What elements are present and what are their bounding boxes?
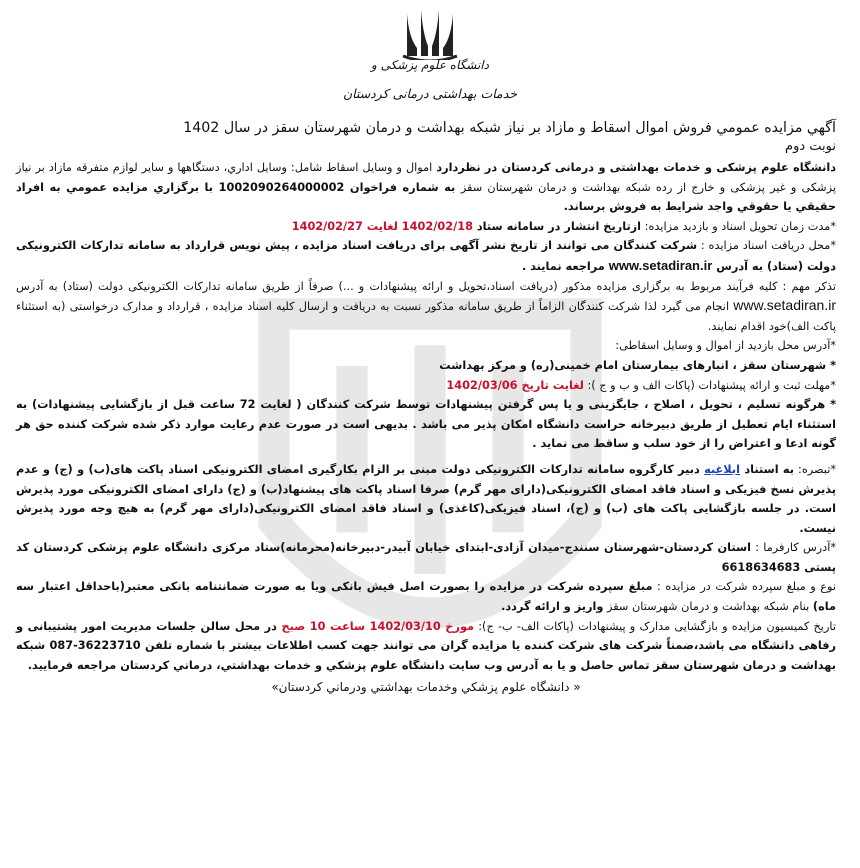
receive-bold: شرکت کنندگان می توانند از تاریخ نشر آگهی برای دریافت اسناد مزایده ، پیش نویس قرارداد به سامانه تدارکات الکترونیکی دولت (ستاد) به آدرس [16,239,836,273]
university-name: دانشگاه علوم پزشکی و [371,58,489,72]
employer-lead: *آدرس کارفرما : [751,541,837,555]
services-name: خدمات بهداشتی درمانی کردستان [342,86,518,101]
tabsare-lead: *تبصره: [794,462,836,476]
docs-deadline [16,217,836,237]
visit-address-lead: *آدرس محل بازدید از اموال و وسایل اسقاطی: [615,339,836,353]
submission-lead: *مهلت ثبت و ارائه پیشنهادات (پاکات الف و ب و ج ): [583,378,836,392]
announcement-title: آگهي مزايده عمومي فروش اموال اسقاط و مازاد بر نياز شبكه بهداشت و درمان شهرستان سقز در سال 1402 [183,120,836,136]
opening-bold: در محل سالن جلسات مدیریت امور پشتیبانی و رفاهی دانشگاه می باشد،ضمناً شرکت های شرکت کننده یا مزایده گران می توانند جهت کسب اطلاعات بیشتر با شماره تلفن 36223710-087 شبکه بهداشت و درمان شهرستان سقز تماس حاصل و یا به آدرس وب سایت دانشگاه علوم پزشکي و خدمات بهداشتي، درماني كردستان مراجعه فرمایید. [16,619,836,672]
opening-date: مورخ 1402/03/10 ساعت 10 صبح [281,619,475,633]
visit-address: * شهرستان سقز ، انبارهای بیمارستان امام خمینی(ره) و مرکز بهداشت [439,358,836,372]
tabsare-a: به استناد [739,462,795,476]
intro-call-number: به شماره فراخوان 1002090264000002 با برگزاري مزايده عمومي به افراد حقيقي يا حقوقي واجد شرايط به فروش برساند. [16,180,836,214]
footer-signature: « دانشگاه علوم پزشكي وخدمات بهداشتي ودرماني كردستان» [271,680,581,695]
ablaghieh-link[interactable]: ابلاغیه [704,462,740,476]
announcement-round: نوبت دوم [785,139,836,154]
deposit-paragraph [16,577,836,616]
deposit-lead: نوع و مبلغ سپرده شرکت در مزایده : [652,580,836,594]
important-note [16,277,836,337]
setadiran-link[interactable]: www.setadiran.ir [608,257,713,273]
note-part1: تذکر مهم : کلیه فرآیند مربوط به برگزاری مزایده مذکور (دریافت اسناد،تحویل و ارائه پیشنهادات و ...) صرفاً از طریق سامانه تدارکات الکترونیکی دولت (ستاد) به آدرس [16,279,836,293]
letterhead [0,0,860,116]
submission-date: لغایت تاریخ 1402/03/06 [446,378,584,392]
opening-lead: تاریخ کمیسیون مزایده و بازگشایی مدارک و پیشنهادات (پاکات الف- ب- ج): [474,619,836,633]
employer-address [16,538,836,577]
docs-deadline-lead: *مدت زمان تحویل اسناد و بازدید مزایده: [641,219,836,233]
tabsare-paragraph [16,460,836,538]
setadiran-link-note[interactable]: www.setadiran.ir [733,297,836,314]
employer-bold: استان کردستان-شهرستان سنندج-میدان آزادی-ابتدای خیابان آبیدر-دبیرخانه(محرمانه)ستاد مرکزی دانشگاه علوم پزشکی کردستان کد پستی 6618634683 [16,541,836,574]
submission-warning: * هرگونه تسلیم ، تحویل ، اصلاح ، جایگزینی و یا پس گرفتن پیشنهادات توسط شرکت کنندگان ( لغایت 72 ساعت قبل از بازگشایی پیشنهادات) به استثناء ایام تعطیل از طریق دبیرخانه حراست دانشگاه امکان پذیر می باشد . بدیهی است در صورت عدم رعایت موارد ذکر شده شرکت کننده حق هر گونه ادعا و اعتراض را از خود سلب و ساقط می نماید . [16,398,836,451]
note-part2: انجام می گیرد لذا شرکت کنندگان الزاماً از طریق سامانه مذکور نسبت به دریافت و ارسال کلیه اسناد مزایده ، قرارداد و مدارک درخواستی (به استثناء پاکت الف)خود اقدام نمایند. [16,300,836,333]
receive-lead: *محل دریافت اسناد مزایده : [697,239,836,253]
tabsare-rest: دبیر کارگروه سامانه تدارکات الکترونیکی دولت مبنی بر الزام بکارگیری امضای الکترونیکی اسناد پاکت های(ب) و (ج) و عدم پذیرش نسخ فیزیکی و اسناد فاقد امضای الکترونیکی(دارای مهر گرم) صرفا اسناد پاکت های پیشنهاد(ب) و (ج) دارای امضای الکترونیکی مورد پذیرش است. در جلسه بازگشایی پاکت های (ب) و (ج)، اسناد فیزیکی(کاغذی) و اسناد فاقد امضای الکترونیکی(دارای مهر گرم) به هیچ وجه مورد پذیرش نیست. [16,462,836,535]
deposit-mid: بنام شبکه بهداشت و درمان شهرستان سقز [603,600,813,614]
docs-deadline-bold: ازتاریخ انتشار در سامانه ستاد [472,219,642,233]
intro-lead: دانشگاه علوم پزشکی و خدمات بهداشتی و درمانی کردستان در نظردارد [436,161,836,174]
docs-deadline-to: لغایت [362,219,402,233]
docs-deadline-date-start: 1402/02/18 [401,219,473,233]
university-logo-icon [395,8,465,60]
submission-deadline [16,376,836,396]
receive-docs [16,236,836,276]
intro-paragraph [16,158,836,217]
intro-rest: اموال و وسايل اسقاط شامل: وسايل اداري، دستگاهها و ساير لوازم متفرقه مازاد بر نياز پزشکی و غیر پزشکی و خارج از رده شبکه بهداشت و درمان شهرستان سقز [16,161,836,194]
opening-paragraph [16,617,836,676]
deposit-bold: مبلغ سپرده شرکت در مزایده را بصورت اصل فیش بانکی ویا به صورت ضمانتنامه بانکی معتبر(باحداقل اعتبار سه ماه) [16,580,836,614]
receive-tail: مراجعه نمایند . [521,259,609,273]
announcement-body [16,118,836,698]
docs-deadline-date-end: 1402/02/27 [291,219,363,233]
deposit-tail: واریز و ارائه گردد. [501,600,604,614]
